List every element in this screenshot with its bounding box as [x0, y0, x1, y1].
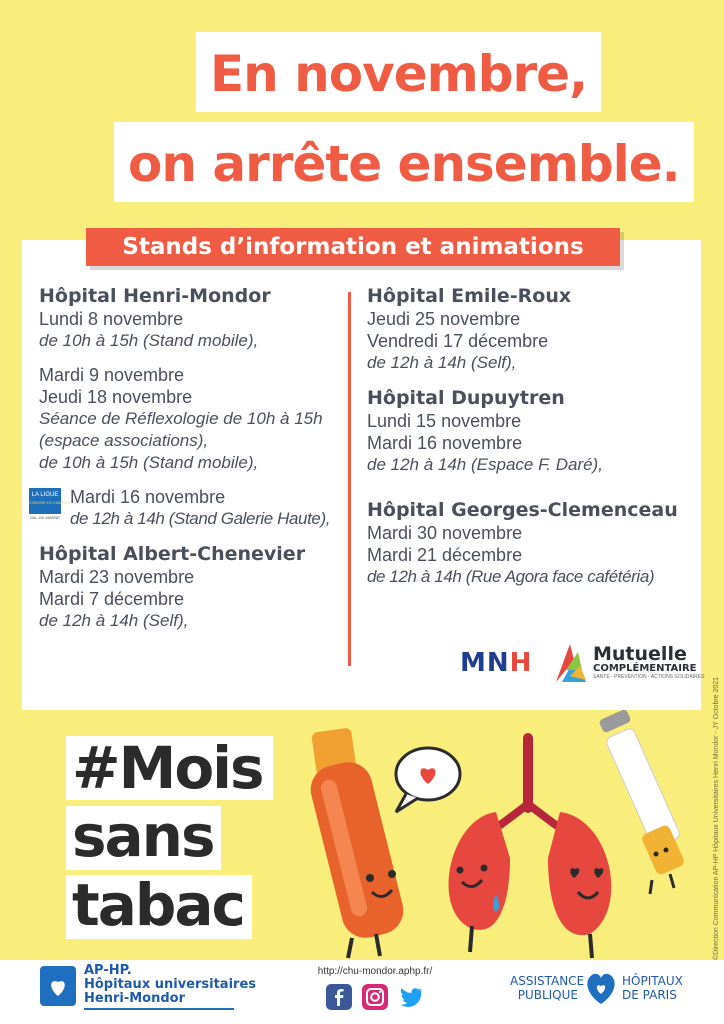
- ligue-row: [29, 486, 331, 530]
- instagram-icon[interactable]: [362, 984, 388, 1010]
- ap-hp-paris-logo: [510, 974, 700, 1014]
- date-line: Vendredi 17 décembre: [367, 331, 549, 351]
- date-line: Mardi 9 novembre: [39, 365, 185, 385]
- copyright-credit: ©Direction Communication AP-HP Hôpitaux Universitaires Henri Mondor - JY Octobre 2021: [713, 676, 720, 960]
- right-column: [367, 284, 678, 588]
- ap-assistance: ASSISTANCE: [510, 974, 585, 988]
- date-line: Lundi 15 novembre: [367, 411, 522, 431]
- partner-logos: [460, 640, 705, 690]
- heart-bubble-icon: [396, 748, 460, 812]
- website-url[interactable]: http://chu-mondor.aphp.fr/: [317, 966, 433, 977]
- inhaler-character-icon: [306, 727, 409, 958]
- left-column: [29, 284, 331, 632]
- aphp-site: Henri-Mondor: [84, 991, 185, 1006]
- aphp-name: AP-HP.: [84, 963, 132, 978]
- mutuelle-logo-text: Mutuelle COMPLÉMENTAIRE SANTÉ · PRÉVENTION · ACTIONS SOLIDAIRES: [593, 643, 705, 680]
- mutuelle-mark-icon: [552, 640, 588, 684]
- date-line: Lundi 8 novembre: [39, 309, 184, 329]
- headline-line-2: on arrête ensemble.: [114, 122, 694, 202]
- time-line: de 12h à 14h (Self),: [367, 353, 517, 372]
- ap-hopitaux: HÔPITAUX: [622, 974, 683, 988]
- lungs-character-icon: [449, 738, 612, 958]
- aphp-henri-mondor-logo: [40, 963, 256, 1012]
- ligue-logo-sub: CONTRE LE CANCER: [29, 500, 70, 505]
- time-line: de 12h à 14h (Rue Agora face cafétéria): [367, 567, 655, 586]
- date-line: Mardi 30 novembre: [367, 523, 523, 543]
- hospital-title-albert-chenevier: Hôpital Albert-Chenevier: [39, 543, 306, 565]
- stands-banner: Stands d’information et animations: [86, 228, 620, 266]
- facebook-icon[interactable]: [326, 984, 352, 1010]
- twitter-icon[interactable]: [398, 984, 424, 1010]
- mnh-logo: MNH: [460, 648, 533, 678]
- hospital-title-henri-mondor: Hôpital Henri-Mondor: [39, 285, 271, 307]
- aphp-subtitle: Hôpitaux universitaires: [84, 977, 256, 992]
- date-line: Jeudi 18 novembre: [39, 387, 193, 407]
- cigarette-character-icon: [598, 709, 685, 894]
- date-line: Mardi 16 novembre: [367, 433, 523, 453]
- time-line: (espace associations),: [39, 431, 209, 450]
- date-line: Mardi 16 novembre: [70, 487, 226, 507]
- time-line: de 10h à 15h (Stand mobile),: [39, 331, 259, 350]
- time-line: de 12h à 14h (Stand Galerie Haute),: [70, 509, 331, 528]
- mois-sans-tabac-line-1: #Mois: [66, 736, 273, 800]
- time-line: de 12h à 14h (Espace F. Daré),: [367, 455, 603, 474]
- column-divider: [348, 292, 351, 666]
- date-line: Jeudi 25 novembre: [367, 309, 521, 329]
- ap-publique: PUBLIQUE: [517, 988, 578, 1002]
- ligue-logo-bottom: VAL-DE-MARNE: [30, 515, 60, 520]
- characters-illustration: [300, 708, 710, 964]
- mois-sans-tabac-line-2: sans: [66, 806, 221, 870]
- ap-de-paris: DE PARIS: [622, 988, 677, 1002]
- date-line: Mardi 21 décembre: [367, 545, 523, 565]
- hospital-title-emile-roux: Hôpital Emile-Roux: [367, 285, 572, 307]
- time-line: de 12h à 14h (Self),: [39, 611, 189, 630]
- headline-line-1: En novembre,: [196, 32, 601, 112]
- date-line: Mardi 7 décembre: [39, 589, 185, 609]
- ap-heart-icon: [584, 970, 618, 1006]
- mois-sans-tabac-line-3: tabac: [66, 875, 252, 939]
- ligue-contre-le-cancer-logo: [29, 488, 70, 524]
- ligue-logo-text: LA LIGUE: [31, 492, 59, 498]
- footer: [0, 960, 724, 1024]
- footer-contact: [300, 966, 450, 1010]
- aphp-badge-icon: [40, 966, 76, 1006]
- date-line: Mardi 23 novembre: [39, 567, 195, 587]
- hospital-title-georges-clemenceau: Hôpital Georges-Clemenceau: [367, 499, 678, 521]
- time-line: Séance de Réflexologie de 10h à 15h: [39, 409, 323, 428]
- time-line: de 10h à 15h (Stand mobile),: [39, 453, 259, 472]
- hospital-title-dupuytren: Hôpital Dupuytren: [367, 387, 565, 409]
